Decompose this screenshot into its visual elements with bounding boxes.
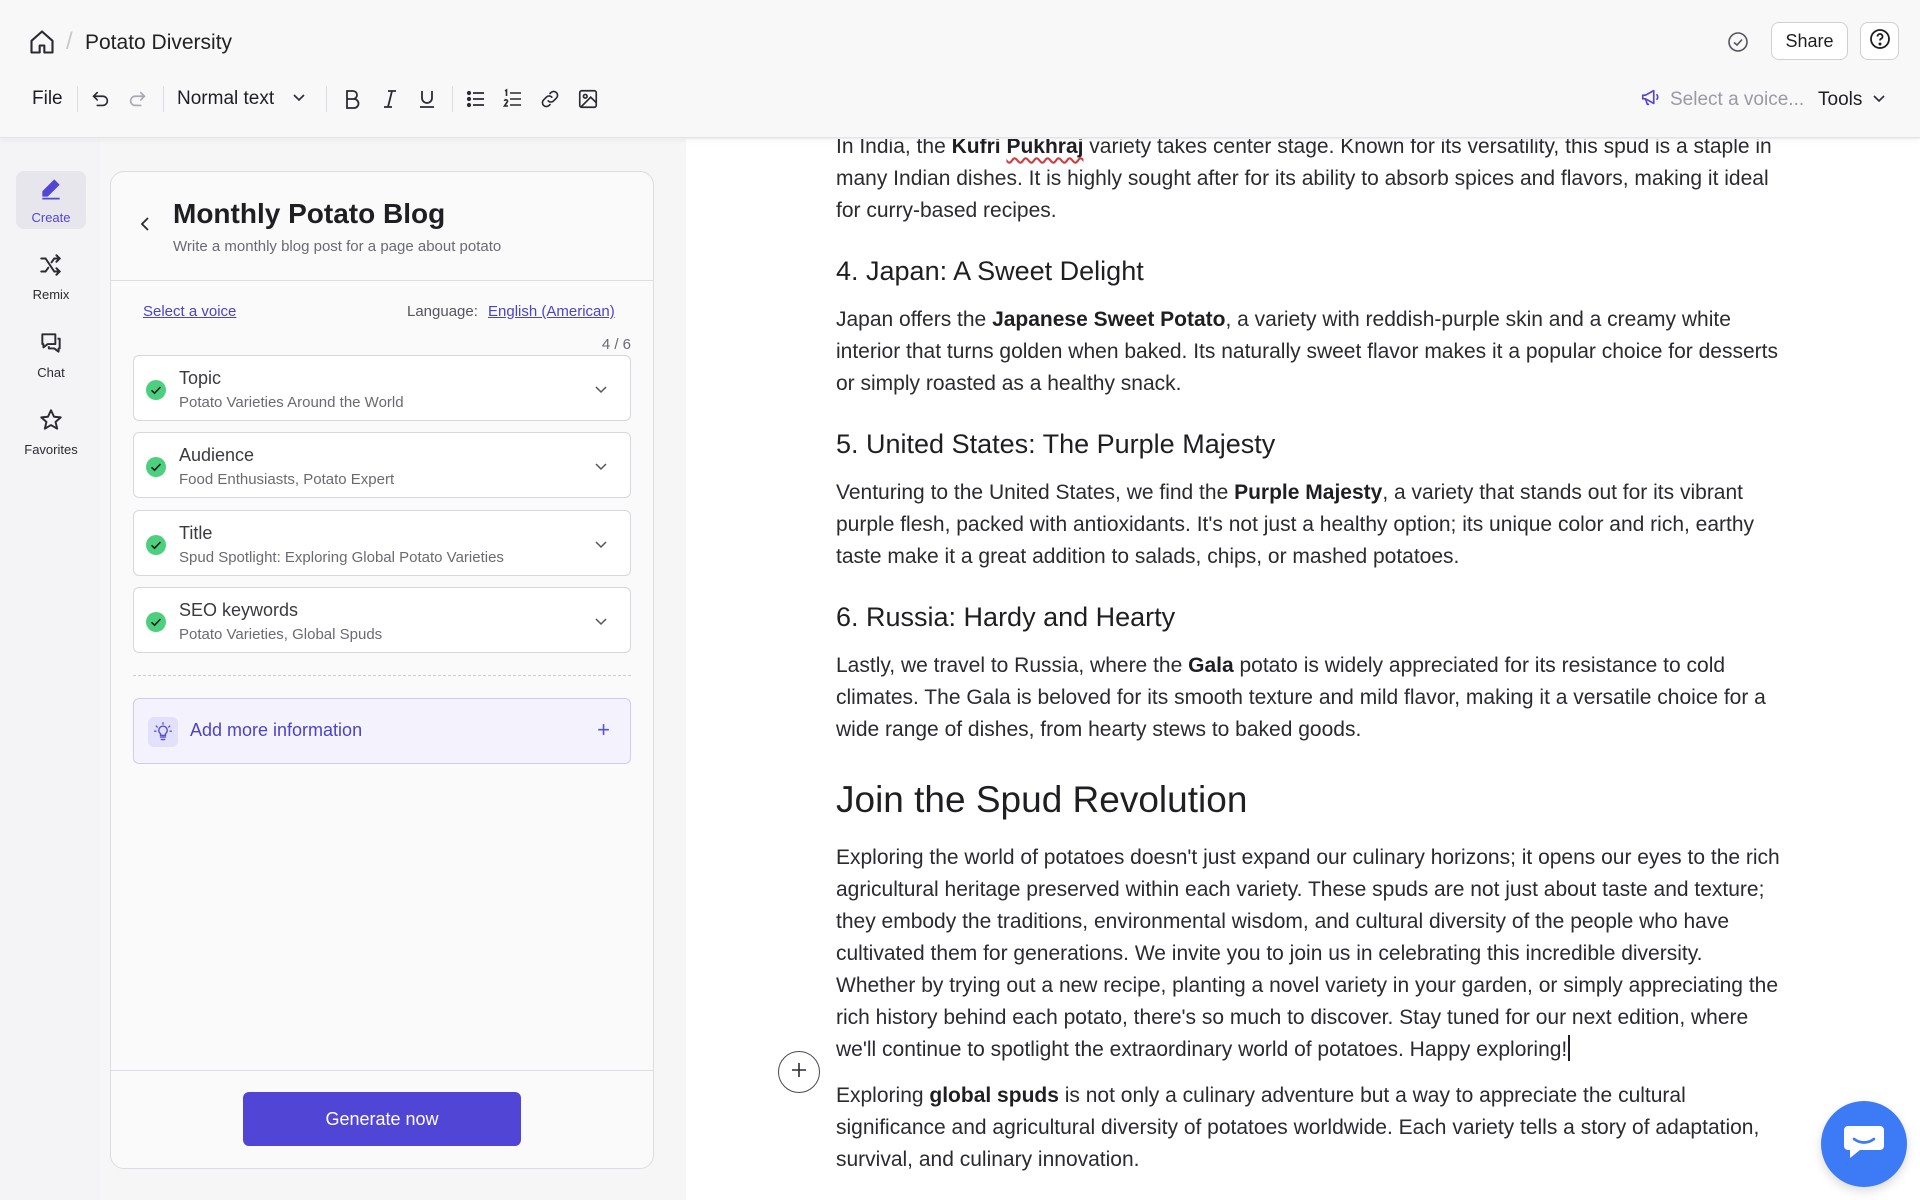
toolbar-divider	[326, 86, 327, 112]
field-value: Food Enthusiasts, Potato Expert	[179, 471, 395, 488]
bold-text: global spuds	[929, 1084, 1059, 1107]
add-block-button[interactable]	[778, 1051, 820, 1093]
text-run: Exploring the world of potatoes doesn't just expand our culinary horizons; it opens our eyes to the rich agricultural heritage preserved within each variety. These spuds are not just about taste and texture; they embody the traditions, environmental wisdom, and cultural diversity of the people who have cultivated them for generations. We invite you to join us in celebrating this incredible diversity. Whether by trying out a new recipe, planting a novel variety in your garden, or simply appreciating the rich history behind each potato, there's so much to discover. Stay tuned for our next edition, where we'll continue to spotlight the extraordinary world of potatoes. Happy exploring!	[836, 846, 1780, 1061]
file-menu-label: File	[32, 88, 63, 109]
home-icon[interactable]	[28, 28, 56, 56]
check-circle-icon	[146, 380, 166, 400]
document-canvas[interactable]	[686, 139, 1920, 1200]
field-label: SEO keywords	[179, 600, 299, 620]
panel-subtitle: Write a monthly blog post for a page about potato	[173, 238, 502, 255]
rail-item-remix[interactable]	[16, 248, 86, 306]
plus-icon: +	[597, 717, 610, 742]
toolbar-divider	[452, 86, 453, 112]
chat-bubble-icon	[1842, 1122, 1886, 1167]
heading-united-states[interactable]: 5. United States: The Purple Majesty	[836, 429, 1276, 459]
check-circle-icon	[1726, 30, 1750, 54]
paragraph-russia[interactable]	[836, 650, 1786, 746]
bold-text: Japanese Sweet Potato	[992, 308, 1226, 331]
spellcheck-word: Pukhraj	[1006, 139, 1084, 158]
field-value: Potato Varieties Around the World	[179, 394, 404, 411]
progress-counter: 4 / 6	[601, 336, 631, 353]
bulleted-list-icon[interactable]	[465, 84, 487, 114]
toolbar-divider	[77, 86, 78, 112]
text-run: Exploring	[836, 1084, 930, 1107]
panel-title: Monthly Potato Blog	[173, 198, 446, 229]
text-style-dropdown[interactable]	[177, 84, 306, 114]
toolbar-divider	[163, 86, 164, 112]
rail-label: Favorites	[24, 442, 78, 457]
field-title[interactable]	[133, 510, 631, 576]
shuffle-icon	[38, 252, 64, 283]
rail-label: Create	[31, 210, 71, 225]
check-circle-icon	[146, 457, 166, 477]
paragraph-final[interactable]	[836, 1080, 1786, 1176]
divider	[111, 280, 653, 281]
check-circle-icon	[146, 535, 166, 555]
paragraph-india[interactable]	[836, 139, 1786, 227]
bold-text: Gala	[1188, 654, 1234, 677]
chat-icon	[38, 330, 64, 361]
dashed-divider	[133, 675, 631, 676]
language-link[interactable]: English (American)	[488, 303, 615, 320]
text-run: Venturing to the United States, we find the	[836, 481, 1235, 504]
text-run: is not only a culinary adventure but a way to appreciate the cultural significance and agricultural diversity of potatoes worldwide. Each variety tells a story of adaptation, survival, and culinary innovation.	[836, 1084, 1760, 1171]
rail-item-create[interactable]	[16, 171, 86, 229]
formatting-toolbar	[0, 78, 1920, 120]
text-cursor	[1568, 1035, 1570, 1061]
lightbulb-icon	[148, 717, 178, 747]
plus-icon	[789, 1060, 809, 1085]
breadcrumb-separator: /	[66, 28, 73, 55]
chevron-down-icon	[594, 459, 608, 473]
text-run: , a variety with reddish-purple skin and a creamy white interior that turns golden when baked. Its naturally sweet flavor makes it a popular choice for desserts or simply roasted as a healthy snack.	[836, 308, 1778, 395]
tools-label: Tools	[1818, 89, 1863, 110]
left-rail	[0, 139, 100, 1200]
bold-icon[interactable]	[342, 84, 362, 114]
rail-label: Chat	[37, 365, 65, 380]
chevron-down-icon	[594, 614, 608, 628]
chevron-down-icon	[594, 537, 608, 551]
check-circle-icon	[146, 612, 166, 632]
field-label: Topic	[179, 368, 222, 388]
heading-russia[interactable]: 6. Russia: Hardy and Hearty	[836, 602, 1176, 632]
field-value: Potato Varieties, Global Spuds	[179, 626, 383, 643]
document-title[interactable]: Potato Diversity	[85, 31, 233, 54]
rail-label: Remix	[32, 287, 70, 302]
bold-text	[952, 139, 1084, 158]
text-run: Kufri	[951, 139, 1001, 158]
select-voice-link[interactable]: Select a voice	[143, 303, 237, 320]
chevron-down-icon	[292, 90, 306, 109]
file-menu[interactable]	[32, 84, 63, 114]
link-icon[interactable]	[539, 84, 561, 114]
text-run: variety takes center stage. Known for its versatility, this spud is a staple in many Indian dishes. It is highly sought after for its ability to absorb spices and flavors, making it ideal for curry-based recipes.	[836, 139, 1772, 222]
add-more-information-button[interactable]	[133, 698, 631, 764]
tools-menu[interactable]	[1818, 86, 1886, 114]
bold-text: Purple Majesty	[1234, 481, 1383, 504]
template-panel	[110, 171, 654, 1169]
text-run: , a variety that stands out for its vibrant purple flesh, packed with antioxidants. It's not just a healthy option; its unique color and rich, earthy taste make it a great addition to salads, chips, or mashed potatoes.	[836, 481, 1755, 568]
help-icon	[1868, 27, 1892, 56]
paragraph-join[interactable]	[836, 842, 1786, 1066]
text-style-label: Normal text	[177, 88, 275, 109]
italic-icon[interactable]	[380, 84, 400, 114]
chevron-down-icon	[594, 382, 608, 396]
support-chat-button[interactable]	[1821, 1101, 1907, 1187]
help-button[interactable]	[1860, 22, 1899, 60]
text-run: Lastly, we travel to Russia, where the	[836, 654, 1189, 677]
field-seo-keywords[interactable]	[133, 587, 631, 653]
voice-selector-placeholder: Select a voice...	[1670, 89, 1805, 110]
generate-now-button[interactable]: Generate now	[243, 1092, 521, 1146]
undo-icon[interactable]	[89, 84, 111, 114]
field-topic[interactable]	[133, 355, 631, 421]
heading-japan[interactable]: 4. Japan: A Sweet Delight	[836, 256, 1144, 286]
rail-item-favorites[interactable]	[16, 403, 86, 461]
header-row	[0, 0, 1920, 86]
chevron-down-icon	[1872, 89, 1886, 111]
back-chevron-icon[interactable]	[137, 212, 153, 236]
text-run: Japan offers the	[836, 308, 993, 331]
voice-selector[interactable]	[1640, 86, 1804, 114]
paragraph-united-states[interactable]	[836, 477, 1786, 573]
field-label: Title	[179, 523, 213, 543]
star-icon	[38, 407, 64, 438]
megaphone-icon	[1640, 86, 1662, 114]
text-run: In India, the	[836, 139, 952, 158]
underline-icon[interactable]	[416, 84, 438, 114]
top-bar	[0, 0, 1920, 138]
image-icon[interactable]	[577, 84, 599, 114]
share-button[interactable]: Share	[1771, 22, 1848, 60]
heading-join-the-spud-revolution[interactable]: Join the Spud Revolution	[836, 779, 1248, 820]
paragraph-japan[interactable]	[836, 304, 1786, 400]
language-label: Language:	[407, 303, 478, 320]
redo-icon[interactable]	[127, 84, 149, 114]
rail-item-chat[interactable]	[16, 326, 86, 384]
field-value: Spud Spotlight: Exploring Global Potato Varieties	[179, 549, 504, 566]
text-run: potato is widely appreciated for its resistance to cold climates. The Gala is beloved for its smooth texture and mild flavor, making it a versatile choice for a wide range of dishes, from hearty stews to baked goods.	[836, 654, 1766, 741]
field-audience[interactable]	[133, 432, 631, 498]
divider	[111, 1070, 653, 1071]
add-more-information-label: Add more information	[190, 720, 363, 740]
numbered-list-icon[interactable]	[502, 84, 524, 114]
field-label: Audience	[179, 445, 255, 465]
pen-icon	[38, 175, 64, 206]
